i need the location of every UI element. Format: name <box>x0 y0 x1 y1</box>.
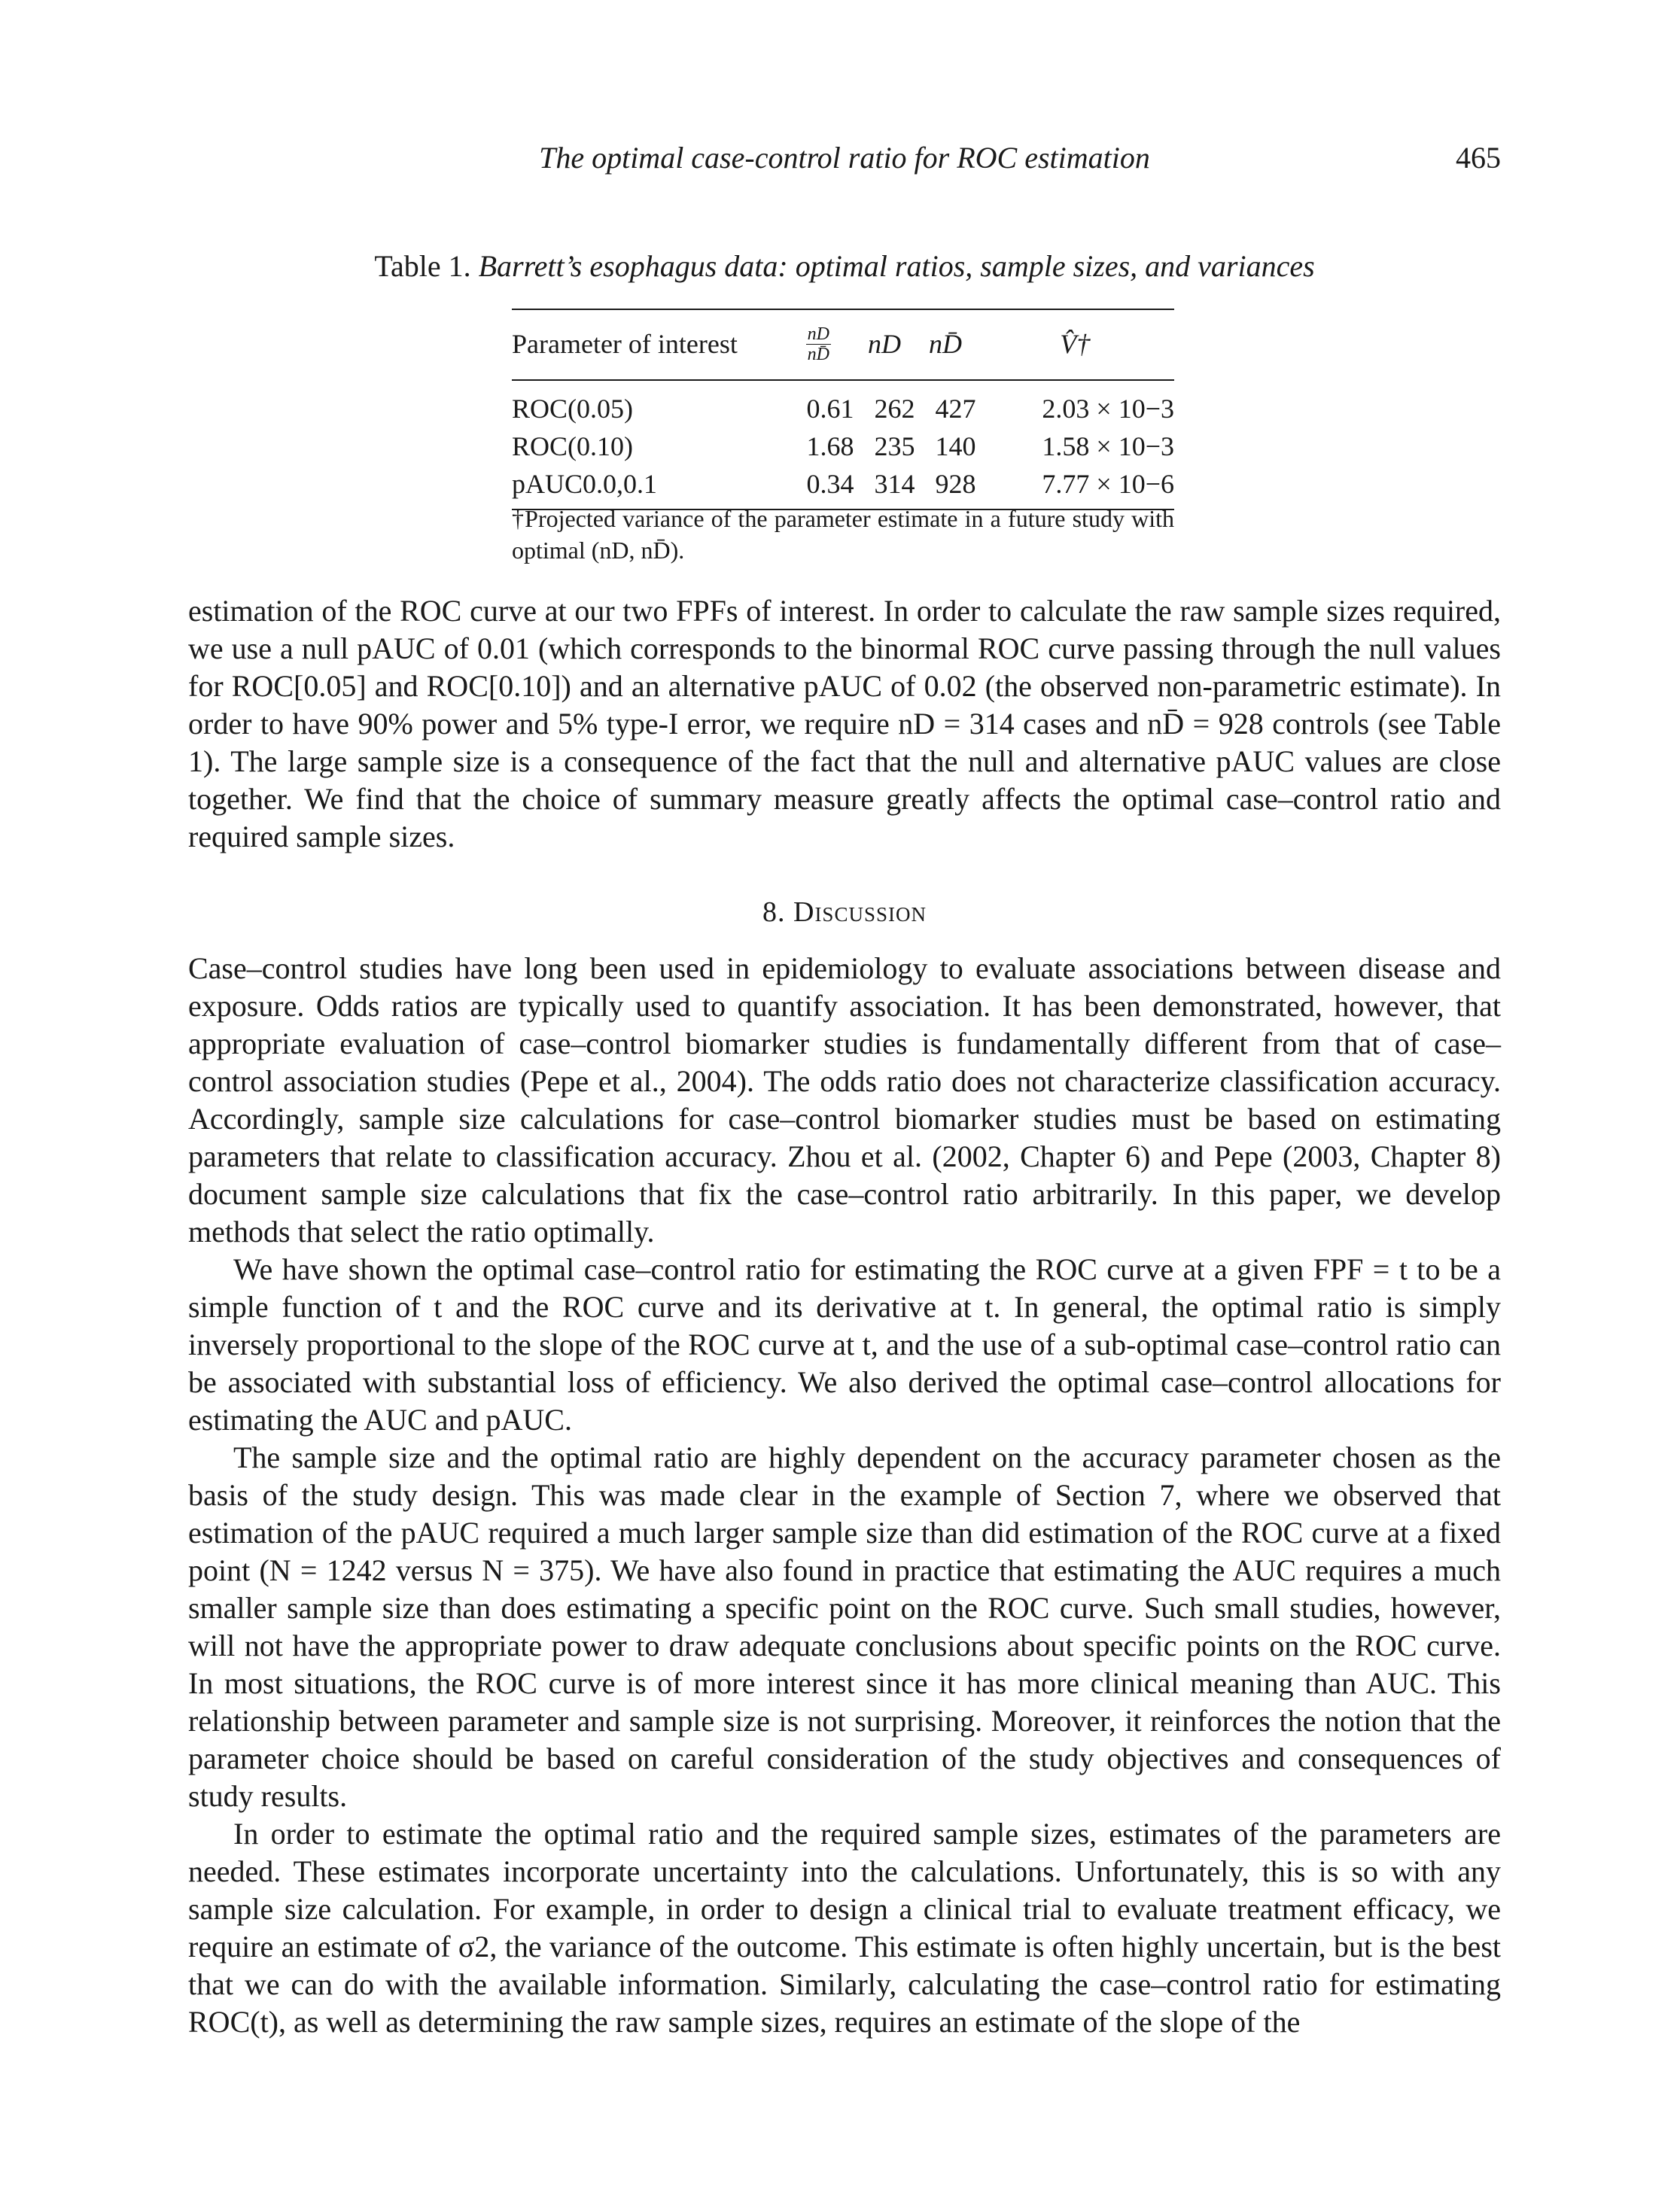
ratio-fraction <box>806 324 831 364</box>
cell-nD: 262 <box>874 394 915 424</box>
cell-ratio: 0.61 <box>806 394 854 424</box>
discussion-body <box>188 950 1501 2041</box>
body-paragraph: We have shown the optimal case–control ratio for estimating the ROC curve at a given FPF = t to be a simple function of t and the ROC curve and its derivative at t. In general, the optimal ratio is simply inversely proportional to the slope of the ROC curve at t, and the use of a sub-optimal case–control ratio can be associated with substantial loss of efficiency. We also derived the optimal case–control allocations for estimating the AUC and pAUC. <box>188 1252 1501 1437</box>
table-row <box>512 380 1174 427</box>
ratio-denominator: nD̄ <box>807 344 829 364</box>
cell-nD: 314 <box>874 469 915 499</box>
running-title: The optimal case-control ratio for ROC estimation <box>539 141 1150 175</box>
header-nD: nD <box>868 329 901 359</box>
cell-variance: 7.77 × 10−6 <box>1042 469 1174 499</box>
table-header-row <box>512 309 1174 380</box>
cell-ratio: 1.68 <box>806 431 854 461</box>
header-nDbar: nD̄ <box>929 329 962 359</box>
header-ratio <box>783 309 854 380</box>
cell-nDbar: 140 <box>935 431 976 461</box>
table-caption <box>188 248 1501 284</box>
cell-ratio: 0.34 <box>806 469 854 499</box>
cell-nDbar: 928 <box>935 469 976 499</box>
results-table <box>512 309 1174 510</box>
section-heading <box>188 896 1501 929</box>
section-title: Discussion <box>793 896 927 928</box>
body-paragraph: The sample size and the optimal ratio are highly dependent on the accuracy parameter chosen as the basis of the study design. This was made clear in the example of Section 7, where we observed that estimation of the pAUC required a much larger sample size than did estimation of the ROC curve at a fixed point (N = 1242 versus N = 375). We have also found in practice that estimating the AUC requires a much smaller sample size than does estimating a specific point on the ROC curve. Such small studies, however, will not have the appropriate power to draw adequate conclusions about specific points on the ROC curve. In most situations, the ROC curve is of more interest since it has more clinical meaning than AUC. This relationship between parameter and sample size is not surprising. Moreover, it reinforces the notion that the parameter choice should be based on careful consideration of the study objectives and consequences of study results. <box>188 1440 1501 1813</box>
table-caption-text: Barrett’s esophagus data: optimal ratios, sample sizes, and variances <box>478 249 1315 283</box>
cell-param: ROC(0.05) <box>512 394 633 424</box>
cell-variance: 2.03 × 10−3 <box>1042 394 1174 424</box>
body-paragraph: estimation of the ROC curve at our two FPFs of interest. In order to calculate the raw sample sizes required, we use a null pAUC of 0.01 (which corresponds to the binormal ROC curve passing through the null values for ROC[0.05] and ROC[0.10]) and an alternative pAUC of 0.02 (the observed non-parametric estimate). In order to have 90% power and 5% type-I error, we require nD = 314 cases and nD̄ = 928 controls (see Table 1). The large sample size is a consequence of the fact that the null and alternative pAUC values are close together. We find that the choice of summary measure greatly affects the optimal case–control ratio and required sample sizes. <box>188 594 1501 853</box>
body-paragraph: Case–control studies have long been used in epidemiology to evaluate associations between disease and exposure. Odds ratios are typically used to quantify association. It has been demonstrated, however, that appropriate evaluation of case–control biomarker studies is fundamentally different from that of case–control association studies (Pepe et al., 2004). The odds ratio does not characterize classification accuracy. Accordingly, sample size calculations for case–control biomarker studies must be based on estimating parameters that relate to classification accuracy. Zhou et al. (2002, Chapter 6) and Pepe (2003, Chapter 8) document sample size calculations that fix the case–control ratio arbitrarily. In this paper, we develop methods that select the ratio optimally. <box>188 951 1501 1249</box>
table-footnote: †Projected variance of the parameter estimate in a future study with optimal (nD, nD̄). <box>512 505 1174 564</box>
ratio-numerator: nD <box>807 324 829 344</box>
cell-param: ROC(0.10) <box>512 431 633 461</box>
body-paragraph: In order to estimate the optimal ratio and the required sample sizes, estimates of the parameters are needed. These estimates incorporate uncertainty into the calculations. Unfortunately, this is so with any sample size calculation. For example, in order to design a clinical trial to evaluate treatment efficacy, we require an estimate of σ2, the variance of the outcome. This estimate is often highly uncertain, but is the best that we can do with the available information. Similarly, calculating the case–control ratio for estimating ROC(t), as well as determining the raw sample sizes, requires an estimate of the slope of the <box>188 1817 1501 2039</box>
cell-param: pAUC0.0,0.1 <box>512 469 658 499</box>
running-header <box>188 140 1501 185</box>
table-caption-label: Table 1. <box>374 249 471 283</box>
header-param: Parameter of interest <box>512 329 738 359</box>
continued-paragraph <box>188 592 1501 856</box>
table-row <box>512 427 1174 465</box>
header-variance: V̂† <box>1060 329 1091 359</box>
cell-nDbar: 427 <box>935 394 976 424</box>
cell-nD: 235 <box>874 431 915 461</box>
cell-variance: 1.58 × 10−3 <box>1042 431 1174 461</box>
section-number: 8. <box>762 896 786 928</box>
page-number: 465 <box>1456 141 1501 175</box>
table-container <box>512 309 1174 510</box>
